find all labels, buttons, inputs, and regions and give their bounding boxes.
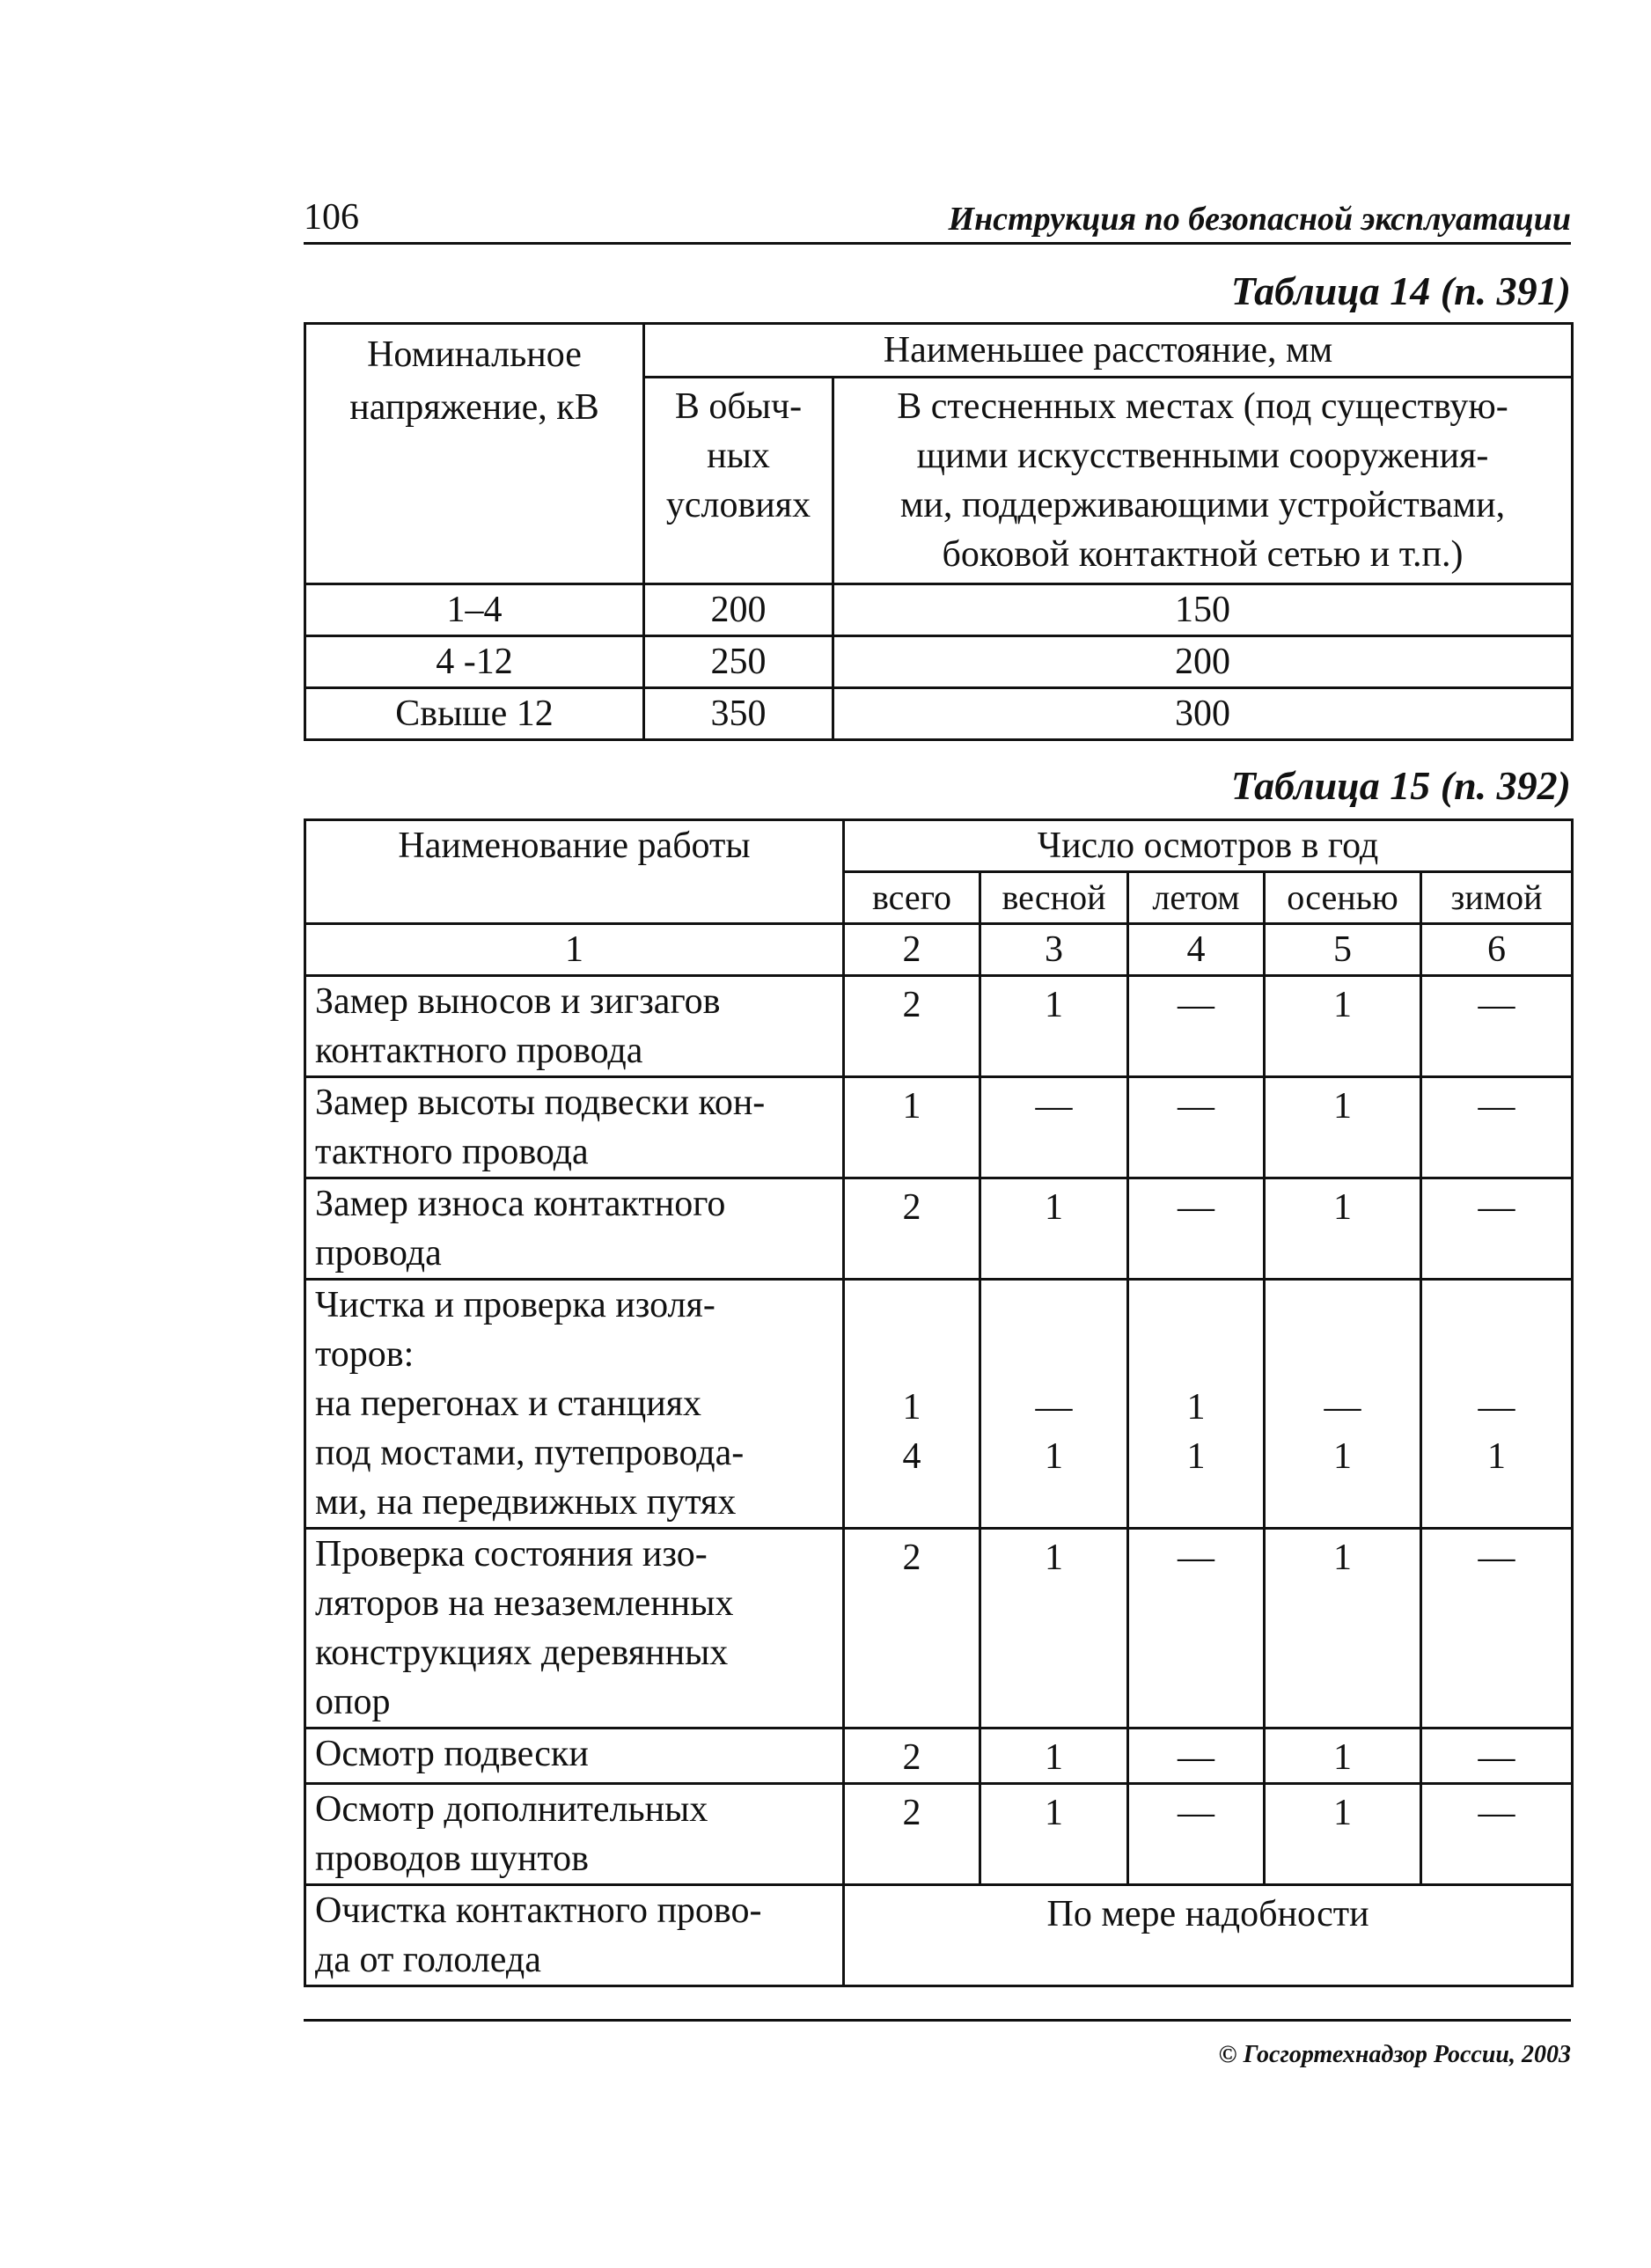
- work-name-header: Наименование работы: [305, 820, 844, 924]
- value-cell: 1: [1265, 1729, 1421, 1784]
- voltage-cell: 1–4: [305, 584, 644, 636]
- value-cell: 1 4: [844, 1280, 980, 1529]
- value-cell: —: [1128, 1729, 1265, 1784]
- value-cell: —: [1128, 1178, 1265, 1280]
- value-cell: —: [1421, 976, 1573, 1077]
- normal-conditions-header: В обыч- ных условиях: [644, 378, 833, 584]
- table-row: [305, 584, 1573, 636]
- value-cell: —: [1421, 1178, 1573, 1280]
- value-cell: 2: [844, 976, 980, 1077]
- column-number: 2: [844, 924, 980, 976]
- work-name-cell: Осмотр подвески: [305, 1729, 844, 1784]
- table-row: [305, 976, 1573, 1077]
- value-cell: — 1: [980, 1280, 1128, 1529]
- column-number: 6: [1421, 924, 1573, 976]
- work-name-cell: Проверка состояния изо- ляторов на незаземленных конструкциях деревянных опор: [305, 1529, 844, 1729]
- value-cell: 1 1: [1128, 1280, 1265, 1529]
- value-cell: — 1: [1421, 1280, 1573, 1529]
- cramped-cell: 150: [833, 584, 1573, 636]
- value-cell: —: [1128, 1077, 1265, 1178]
- voltage-header: Номинальное напряжение, кВ: [305, 324, 644, 584]
- value-cell: 1: [1265, 976, 1421, 1077]
- winter-header: зимой: [1421, 872, 1573, 924]
- normal-cell: 250: [644, 636, 833, 688]
- autumn-header: осенью: [1265, 872, 1421, 924]
- column-number-row: [305, 924, 1573, 976]
- summer-header: летом: [1128, 872, 1265, 924]
- normal-cell: 200: [644, 584, 833, 636]
- inspections-header: Число осмотров в год: [844, 820, 1573, 872]
- value-cell: 1: [844, 1077, 980, 1178]
- value-cell: —: [1421, 1077, 1573, 1178]
- value-cell: —: [1421, 1729, 1573, 1784]
- table-row: [305, 688, 1573, 740]
- distance-header: Наименьшее расстояние, мм: [644, 324, 1573, 378]
- column-number: 3: [980, 924, 1128, 976]
- value-cell: 2: [844, 1784, 980, 1885]
- work-name-cell: Замер высоты подвески кон- тактного провода: [305, 1077, 844, 1178]
- normal-cell: 350: [644, 688, 833, 740]
- value-cell: —: [1128, 1784, 1265, 1885]
- table-row: [305, 636, 1573, 688]
- table-row: [305, 1077, 1573, 1178]
- footer-rule: [304, 2019, 1571, 2022]
- document-page: [304, 189, 1571, 2069]
- value-cell: 1: [1265, 1784, 1421, 1885]
- work-name-cell: Очистка контактного прово- да от гололеда: [305, 1885, 844, 1986]
- value-cell: —: [980, 1077, 1128, 1178]
- table-row: [305, 1178, 1573, 1280]
- as-needed-cell: По мере надобности: [844, 1885, 1573, 1986]
- column-number: 5: [1265, 924, 1421, 976]
- work-name-cell: Замер износа контактного провода: [305, 1178, 844, 1280]
- value-cell: 2: [844, 1529, 980, 1729]
- table-row: [305, 1784, 1573, 1885]
- voltage-cell: 4 -12: [305, 636, 644, 688]
- value-cell: 1: [980, 1729, 1128, 1784]
- cramped-cell: 300: [833, 688, 1573, 740]
- value-cell: 1: [980, 976, 1128, 1077]
- value-cell: —: [1421, 1784, 1573, 1885]
- value-cell: —: [1128, 1529, 1265, 1729]
- table-row: [305, 1729, 1573, 1784]
- value-cell: 1: [980, 1529, 1128, 1729]
- value-cell: 1: [980, 1784, 1128, 1885]
- table-14-caption: Таблица 14 (п. 391): [1230, 268, 1571, 313]
- table-14: [304, 322, 1574, 741]
- work-name-cell: Чистка и проверка изоля- торов: на перегонах и станциях под мостами, путепровода- ми, на передвижных путях: [305, 1280, 844, 1529]
- value-cell: 2: [844, 1178, 980, 1280]
- value-cell: 2: [844, 1729, 980, 1784]
- table-15-caption: Таблица 15 (п. 392): [1230, 763, 1571, 808]
- value-cell: —: [1421, 1529, 1573, 1729]
- copyright-footer: © Госгортехнадзор России, 2003: [1218, 2041, 1571, 2068]
- running-title: Инструкция по безопасной эксплуатации: [948, 201, 1571, 238]
- value-cell: —: [1128, 976, 1265, 1077]
- value-cell: 1: [1265, 1529, 1421, 1729]
- work-name-cell: Осмотр дополнительных проводов шунтов: [305, 1784, 844, 1885]
- column-number: 4: [1128, 924, 1265, 976]
- page-header: [304, 189, 1571, 245]
- table-row: [305, 1885, 1573, 1986]
- cramped-conditions-header: В стесненных местах (под существую- щими искусственными сооружения- ми, поддерживающими устройствами, боковой контактной сетью и т.п.): [833, 378, 1573, 584]
- value-cell: 1: [980, 1178, 1128, 1280]
- value-cell: 1: [1265, 1178, 1421, 1280]
- table-row: [305, 1280, 1573, 1529]
- page-number: 106: [304, 197, 359, 238]
- table-row: [305, 1529, 1573, 1729]
- value-cell: — 1: [1265, 1280, 1421, 1529]
- work-name-cell: Замер выносов и зигзагов контактного провода: [305, 976, 844, 1077]
- table-15: [304, 818, 1574, 1987]
- voltage-cell: Свыше 12: [305, 688, 644, 740]
- total-header: всего: [844, 872, 980, 924]
- column-number: 1: [305, 924, 844, 976]
- cramped-cell: 200: [833, 636, 1573, 688]
- spring-header: весной: [980, 872, 1128, 924]
- value-cell: 1: [1265, 1077, 1421, 1178]
